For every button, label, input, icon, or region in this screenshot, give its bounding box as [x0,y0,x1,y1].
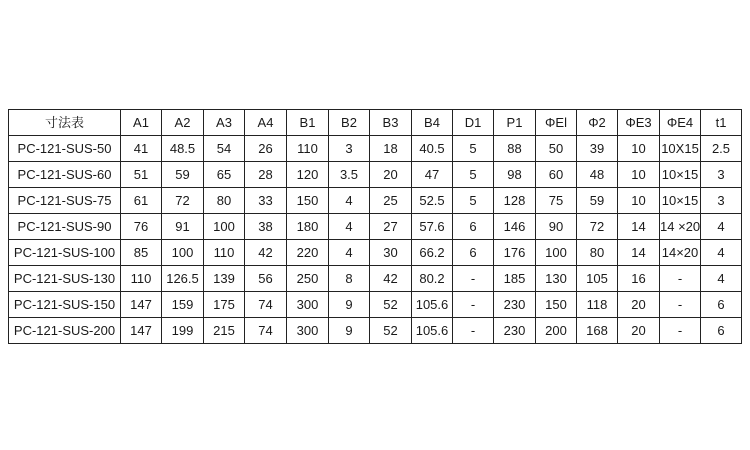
cell-p1: 146 [494,214,536,240]
cell-a4: 74 [245,292,287,318]
cell-a3: 139 [204,266,245,292]
cell-a2: 100 [162,240,204,266]
cell-a4: 26 [245,136,287,162]
cell-a2: 72 [162,188,204,214]
cell-phi-2: 72 [577,214,618,240]
cell-b4: 40.5 [412,136,453,162]
cell-model: PC-121-SUS-100 [9,240,121,266]
cell-d1: - [453,266,494,292]
cell-b1: 180 [287,214,329,240]
cell-phi-e3: 14 [618,214,660,240]
cell-a1: 76 [121,214,162,240]
cell-t1: 3 [701,162,742,188]
header-cell-phi-e3: ΦE3 [618,110,660,136]
cell-phi-e1: 200 [536,318,577,344]
cell-phi-e3: 16 [618,266,660,292]
cell-b1: 300 [287,292,329,318]
header-cell-a3: A3 [204,110,245,136]
dimension-table [8,109,742,344]
cell-b3: 27 [370,214,412,240]
cell-a1: 147 [121,318,162,344]
cell-b4: 47 [412,162,453,188]
cell-b2: 3 [329,136,370,162]
cell-d1: 6 [453,240,494,266]
cell-b1: 110 [287,136,329,162]
cell-phi-e3: 20 [618,318,660,344]
cell-model: PC-121-SUS-90 [9,214,121,240]
cell-b1: 120 [287,162,329,188]
table-row [9,136,742,162]
cell-a4: 56 [245,266,287,292]
cell-phi-e4: - [660,318,701,344]
cell-p1: 176 [494,240,536,266]
cell-a4: 74 [245,318,287,344]
cell-b2: 4 [329,214,370,240]
header-cell-dimension-table: 寸法表 [9,110,121,136]
cell-phi-2: 59 [577,188,618,214]
cell-phi-e4: 10X15 [660,136,701,162]
cell-d1: 6 [453,214,494,240]
cell-phi-e4: 10×15 [660,162,701,188]
cell-d1: 5 [453,162,494,188]
cell-phi-e3: 14 [618,240,660,266]
header-cell-a2: A2 [162,110,204,136]
cell-b2: 9 [329,292,370,318]
cell-phi-e1: 75 [536,188,577,214]
cell-t1: 3 [701,188,742,214]
cell-b1: 250 [287,266,329,292]
cell-model: PC-121-SUS-130 [9,266,121,292]
table-header [9,110,742,136]
cell-model: PC-121-SUS-75 [9,188,121,214]
cell-phi-e3: 10 [618,136,660,162]
header-cell-b4: B4 [412,110,453,136]
cell-a1: 61 [121,188,162,214]
cell-d1: 5 [453,136,494,162]
cell-b3: 18 [370,136,412,162]
cell-b3: 52 [370,318,412,344]
cell-t1: 4 [701,240,742,266]
cell-phi-e4: 10×15 [660,188,701,214]
cell-a2: 91 [162,214,204,240]
cell-phi-e1: 150 [536,292,577,318]
cell-phi-2: 118 [577,292,618,318]
header-cell-a4: A4 [245,110,287,136]
cell-phi-e3: 10 [618,162,660,188]
cell-b3: 42 [370,266,412,292]
cell-a2: 48.5 [162,136,204,162]
cell-a1: 85 [121,240,162,266]
cell-model: PC-121-SUS-200 [9,318,121,344]
header-cell-a1: A1 [121,110,162,136]
cell-d1: - [453,292,494,318]
cell-phi-e4: 14 ×20 [660,214,701,240]
cell-phi-e1: 50 [536,136,577,162]
cell-phi-e3: 20 [618,292,660,318]
header-cell-t1: t1 [701,110,742,136]
cell-t1: 6 [701,318,742,344]
cell-phi-e1: 60 [536,162,577,188]
cell-a3: 215 [204,318,245,344]
cell-a4: 38 [245,214,287,240]
cell-t1: 6 [701,292,742,318]
cell-b4: 52.5 [412,188,453,214]
table-row [9,318,742,344]
cell-a2: 159 [162,292,204,318]
cell-phi-e1: 100 [536,240,577,266]
cell-p1: 98 [494,162,536,188]
cell-d1: 5 [453,188,494,214]
cell-b1: 300 [287,318,329,344]
cell-a3: 175 [204,292,245,318]
cell-a2: 199 [162,318,204,344]
table-row [9,162,742,188]
table-row [9,240,742,266]
cell-b1: 150 [287,188,329,214]
cell-a4: 42 [245,240,287,266]
cell-b3: 25 [370,188,412,214]
cell-p1: 230 [494,318,536,344]
cell-b2: 9 [329,318,370,344]
cell-t1: 4 [701,214,742,240]
table-row [9,266,742,292]
cell-b4: 105.6 [412,292,453,318]
cell-b2: 3.5 [329,162,370,188]
cell-model: PC-121-SUS-50 [9,136,121,162]
cell-phi-e4: - [660,266,701,292]
cell-a1: 110 [121,266,162,292]
cell-phi-2: 168 [577,318,618,344]
table-row [9,188,742,214]
table-row [9,214,742,240]
cell-a1: 41 [121,136,162,162]
cell-a4: 28 [245,162,287,188]
cell-a3: 54 [204,136,245,162]
cell-phi-e3: 10 [618,188,660,214]
cell-d1: - [453,318,494,344]
cell-p1: 88 [494,136,536,162]
header-row [9,110,742,136]
cell-b1: 220 [287,240,329,266]
header-cell-p1: P1 [494,110,536,136]
header-cell-b2: B2 [329,110,370,136]
cell-phi-e4: 14×20 [660,240,701,266]
cell-p1: 128 [494,188,536,214]
table-row [9,292,742,318]
cell-p1: 230 [494,292,536,318]
cell-b3: 52 [370,292,412,318]
cell-b2: 8 [329,266,370,292]
cell-a3: 65 [204,162,245,188]
cell-a1: 51 [121,162,162,188]
cell-a4: 33 [245,188,287,214]
cell-b3: 20 [370,162,412,188]
cell-b4: 80.2 [412,266,453,292]
cell-phi-2: 48 [577,162,618,188]
cell-b3: 30 [370,240,412,266]
cell-t1: 2.5 [701,136,742,162]
cell-phi-e1: 130 [536,266,577,292]
header-cell-b1: B1 [287,110,329,136]
cell-b4: 66.2 [412,240,453,266]
table-body [9,136,742,344]
cell-t1: 4 [701,266,742,292]
header-cell-d1: D1 [453,110,494,136]
cell-a1: 147 [121,292,162,318]
cell-a2: 126.5 [162,266,204,292]
header-cell-phi-e1: ΦEl [536,110,577,136]
cell-a3: 80 [204,188,245,214]
cell-b4: 57.6 [412,214,453,240]
header-cell-b3: B3 [370,110,412,136]
cell-b2: 4 [329,188,370,214]
cell-a3: 100 [204,214,245,240]
cell-p1: 185 [494,266,536,292]
cell-a2: 59 [162,162,204,188]
cell-phi-2: 80 [577,240,618,266]
cell-b2: 4 [329,240,370,266]
cell-model: PC-121-SUS-60 [9,162,121,188]
cell-a3: 110 [204,240,245,266]
cell-phi-2: 105 [577,266,618,292]
cell-phi-e4: - [660,292,701,318]
cell-b4: 105.6 [412,318,453,344]
header-cell-phi-2: Φ2 [577,110,618,136]
cell-phi-2: 39 [577,136,618,162]
header-cell-phi-e4: ΦE4 [660,110,701,136]
cell-phi-e1: 90 [536,214,577,240]
cell-model: PC-121-SUS-150 [9,292,121,318]
